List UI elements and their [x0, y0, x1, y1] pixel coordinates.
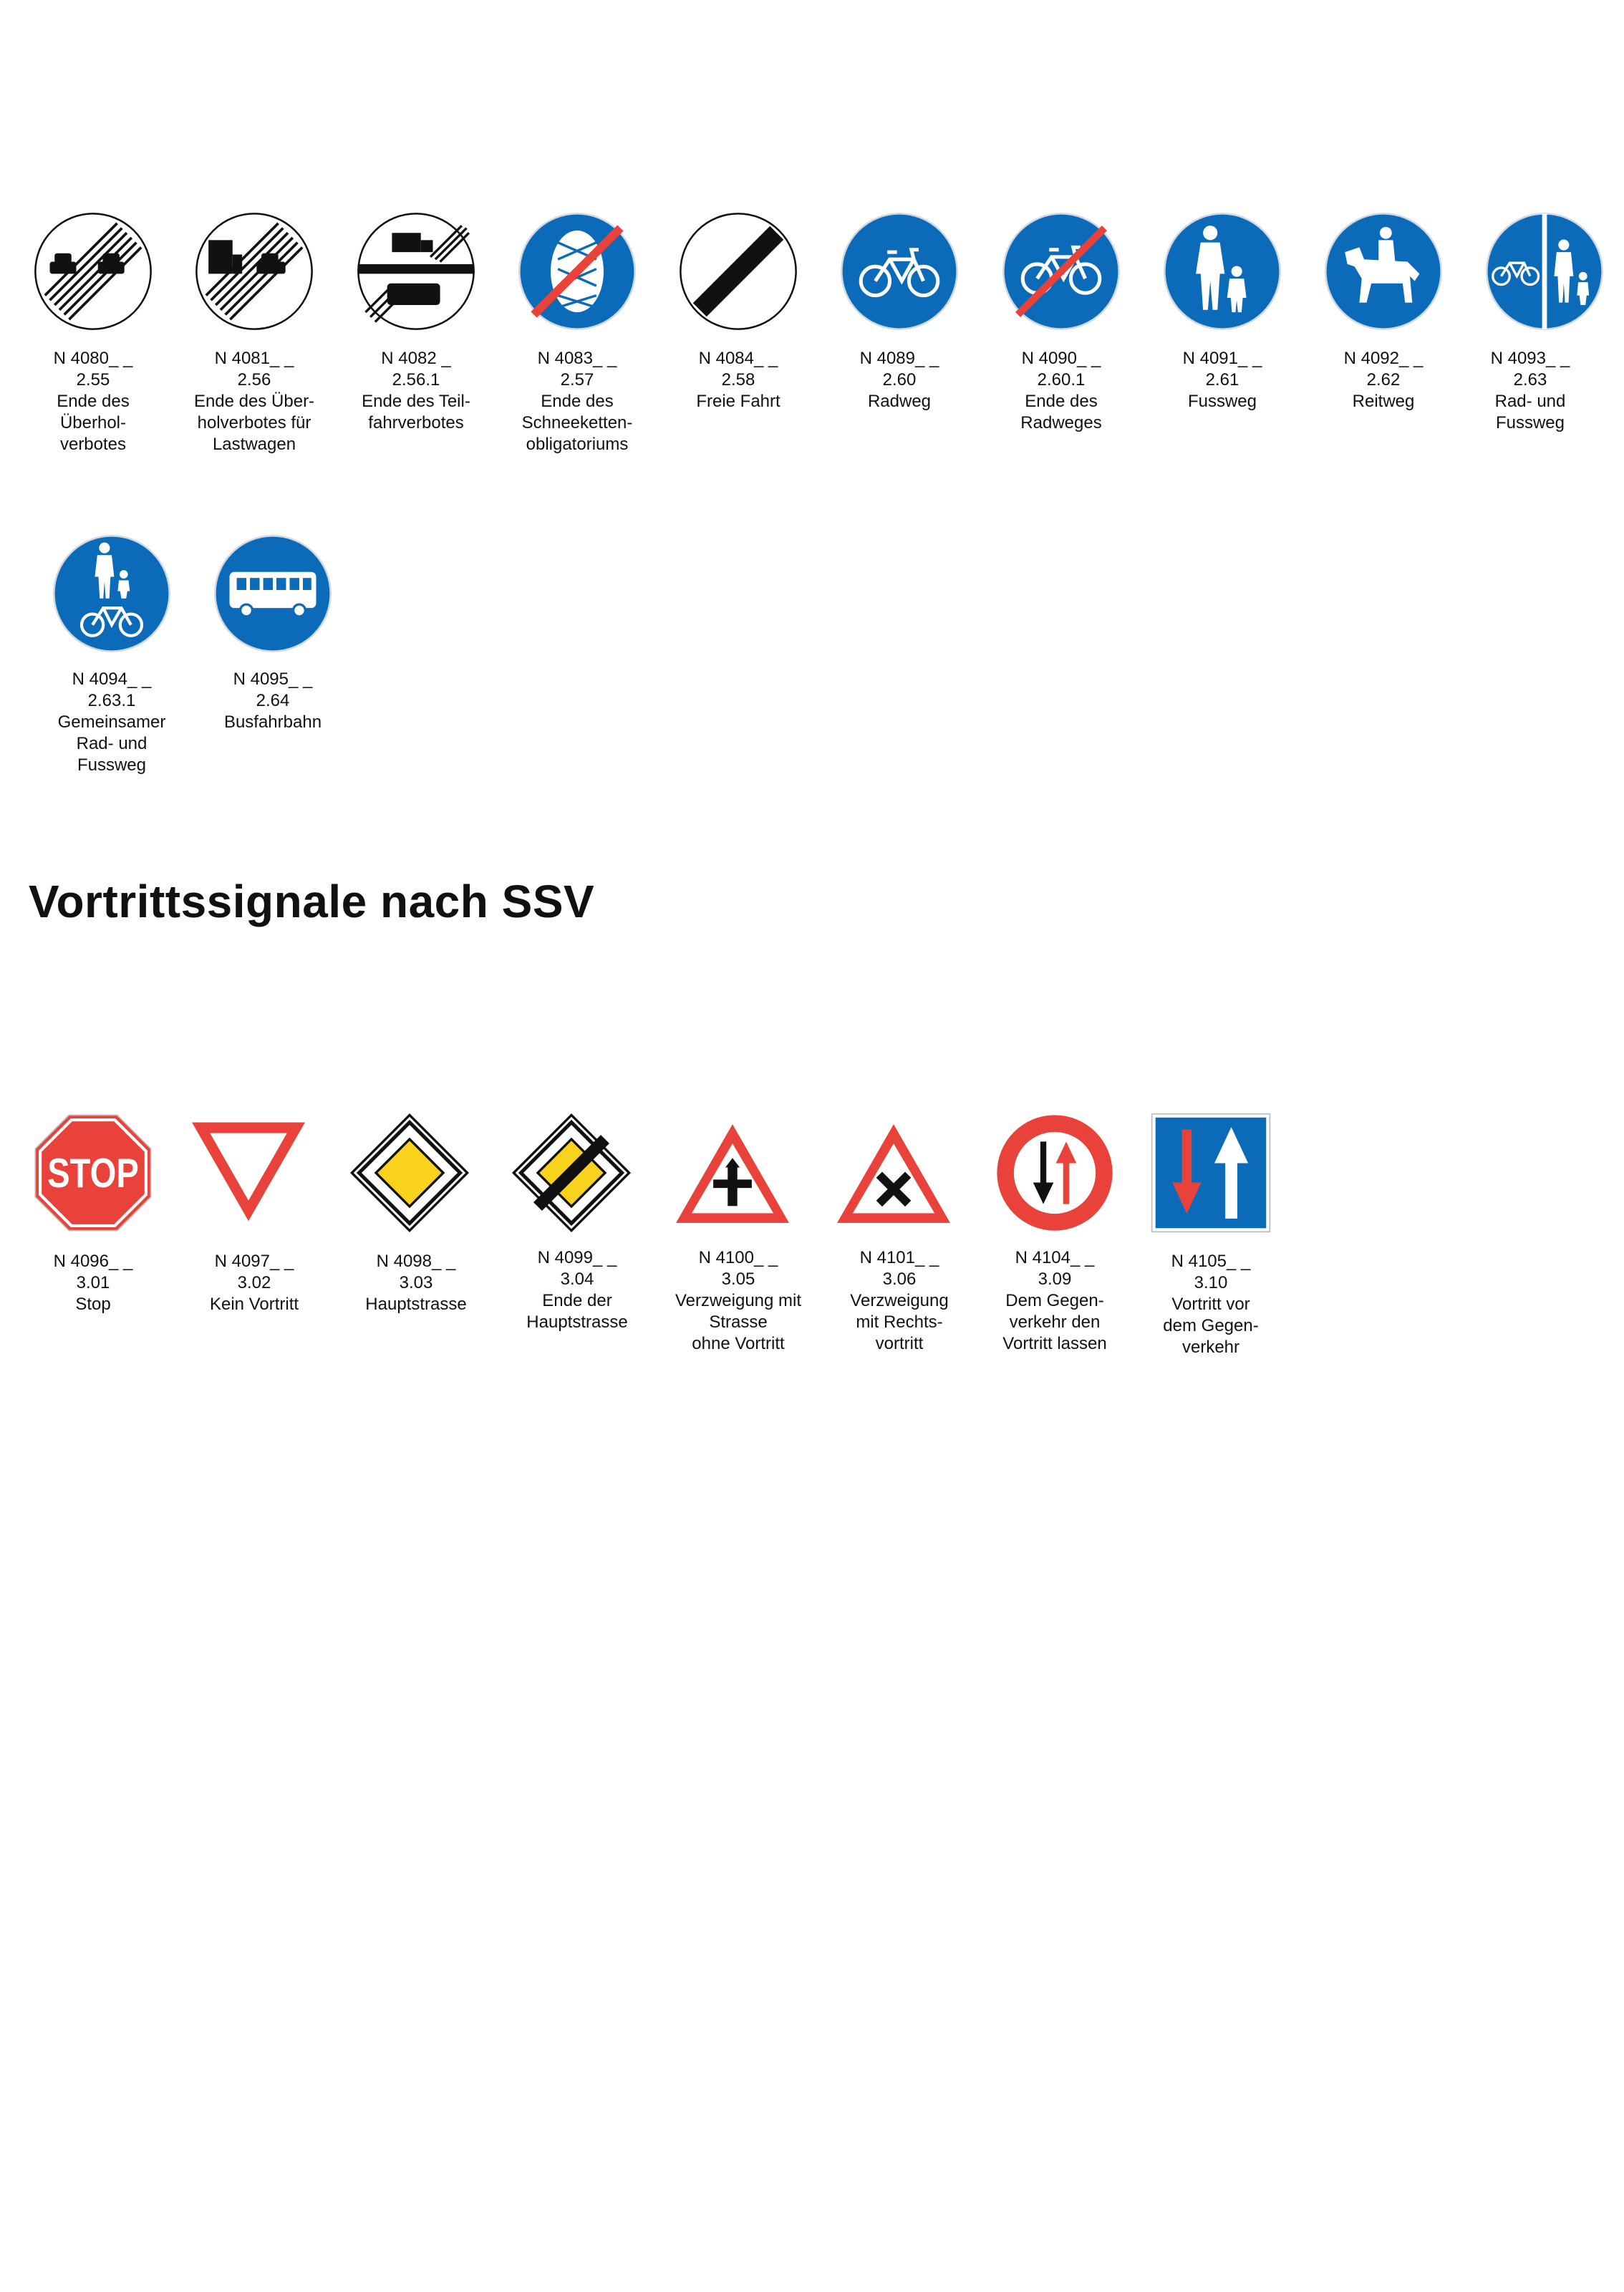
sign-caption — [659, 348, 817, 412]
sign-label: Reitweg — [1352, 392, 1415, 411]
sign-code: N 4096_ _ — [53, 1252, 133, 1271]
footpath-icon — [1162, 211, 1282, 332]
sign-number: 3.04 — [560, 1270, 594, 1289]
junction-minor-road-icon — [672, 1117, 793, 1237]
sign-code: N 4081_ _ — [214, 349, 294, 368]
sign-label: Verzweigung mit Rechts- vortritt — [850, 1291, 949, 1353]
sign-label: Ende der Hauptstrasse — [526, 1291, 628, 1332]
sign-caption — [982, 348, 1140, 434]
sign-label: Gemeinsamer Rad- und Fussweg — [57, 712, 166, 775]
sign-label: Rad- und Fussweg — [1494, 392, 1566, 432]
sign-label: Radweg — [867, 392, 932, 411]
sign-number: 2.60 — [882, 370, 917, 390]
sign-code: N 4094_ _ — [72, 669, 152, 689]
give-way-oncoming-icon — [995, 1113, 1115, 1233]
sign-label: Ende des Radweges — [1020, 392, 1102, 432]
end-no-overtaking-icon — [33, 211, 153, 332]
sign-caption — [1305, 348, 1462, 412]
sign-number: 2.63 — [1513, 370, 1547, 390]
sign-number: 2.57 — [560, 370, 594, 390]
sign-label: Fussweg — [1187, 392, 1257, 411]
sign-code: N 4080_ _ — [53, 349, 133, 368]
sign-number: 2.56 — [237, 370, 271, 390]
cycle-path-icon — [839, 211, 960, 332]
sign-code: N 4082 _ — [381, 349, 451, 368]
give-way-icon — [188, 1113, 309, 1233]
sign-number: 2.56.1 — [392, 370, 440, 390]
sign-caption — [337, 348, 495, 434]
sign-number: 3.02 — [237, 1273, 271, 1292]
sign-caption — [498, 348, 656, 455]
main-road-icon — [349, 1113, 470, 1233]
stop-sign-text: STOP — [47, 1151, 139, 1197]
sign-code: N 4105_ _ — [1171, 1252, 1251, 1271]
sign-caption — [175, 348, 333, 455]
sign-code: N 4090_ _ — [1021, 349, 1101, 368]
sign-number: 3.06 — [882, 1270, 917, 1289]
sign-number: 3.03 — [399, 1273, 433, 1292]
end-partial-driving-ban-icon — [356, 211, 476, 332]
sign-caption — [821, 348, 978, 412]
end-snow-chains-icon — [517, 211, 637, 332]
cycle-and-footpath-split-icon — [1484, 211, 1605, 332]
sign-code: N 4101_ _ — [859, 1248, 939, 1267]
sign-label: Dem Gegen- verkehr den Vortritt lassen — [1002, 1291, 1107, 1353]
sign-caption — [1144, 348, 1301, 412]
sign-caption — [498, 1247, 656, 1333]
sign-label: Verzweigung mit Strasse ohne Vortritt — [675, 1291, 802, 1353]
sign-caption — [33, 669, 190, 776]
sign-caption — [976, 1247, 1134, 1355]
sign-caption — [175, 1251, 333, 1315]
sign-code: N 4097_ _ — [214, 1252, 294, 1271]
shared-cycle-footpath-icon — [52, 533, 172, 654]
sign-number: 3.09 — [1038, 1270, 1072, 1289]
section-heading: Vortrittssignale nach SSV — [29, 876, 595, 927]
sign-caption — [14, 348, 172, 455]
sign-number: 3.05 — [721, 1270, 755, 1289]
sign-caption — [1132, 1251, 1290, 1358]
sign-label: Hauptstrasse — [365, 1295, 467, 1314]
sign-number: 2.58 — [721, 370, 755, 390]
end-all-restrictions-icon — [678, 211, 798, 332]
sign-number: 2.63.1 — [87, 691, 136, 710]
bus-lane-icon — [213, 533, 333, 654]
sign-code: N 4091_ _ — [1182, 349, 1262, 368]
sign-number: 2.64 — [256, 691, 290, 710]
sign-caption — [337, 1251, 495, 1315]
sign-caption — [14, 1251, 172, 1315]
sign-label: Ende des Überhol- verbotes — [57, 392, 130, 454]
bridle-path-icon — [1323, 211, 1444, 332]
sign-number: 2.55 — [76, 370, 110, 390]
end-main-road-icon — [511, 1113, 632, 1233]
sign-label: Ende des Teil- fahrverbotes — [362, 392, 470, 432]
sign-caption — [1451, 348, 1609, 434]
sign-code: N 4099_ _ — [537, 1248, 617, 1267]
sign-code: N 4093_ _ — [1490, 349, 1570, 368]
sign-code: N 4092_ _ — [1343, 349, 1424, 368]
sign-number: 2.61 — [1205, 370, 1239, 390]
sign-label: Vortritt vor dem Gegen- verkehr — [1163, 1295, 1259, 1357]
sign-caption — [821, 1247, 978, 1355]
sign-number: 2.60.1 — [1037, 370, 1086, 390]
sign-code: N 4100_ _ — [698, 1248, 778, 1267]
sign-label: Freie Fahrt — [696, 392, 780, 411]
end-no-overtaking-trucks-icon — [194, 211, 314, 332]
sign-code: N 4095_ _ — [233, 669, 313, 689]
sign-number: 3.10 — [1194, 1273, 1228, 1292]
sign-number: 2.62 — [1366, 370, 1401, 390]
sign-code: N 4104_ _ — [1015, 1248, 1095, 1267]
stop-sign-icon — [33, 1113, 153, 1233]
sign-code: N 4089_ _ — [859, 349, 939, 368]
sign-label: Stop — [75, 1295, 111, 1314]
sign-code: N 4098_ _ — [376, 1252, 456, 1271]
sign-label: Ende des Über- holverbotes für Lastwagen — [193, 392, 315, 454]
sign-number: 3.01 — [76, 1273, 110, 1292]
end-cycle-path-icon — [1001, 211, 1121, 332]
priority-over-oncoming-icon — [1151, 1113, 1271, 1233]
sign-caption — [659, 1247, 817, 1355]
sign-code: N 4083_ _ — [537, 349, 617, 368]
sign-caption — [194, 669, 352, 733]
sign-label: Busfahrbahn — [223, 712, 322, 732]
sign-label: Kein Vortritt — [209, 1295, 299, 1314]
sign-code: N 4084_ _ — [698, 349, 778, 368]
junction-right-priority-icon — [833, 1117, 954, 1237]
sign-label: Ende des Schneeketten- obligatoriums — [521, 392, 633, 454]
